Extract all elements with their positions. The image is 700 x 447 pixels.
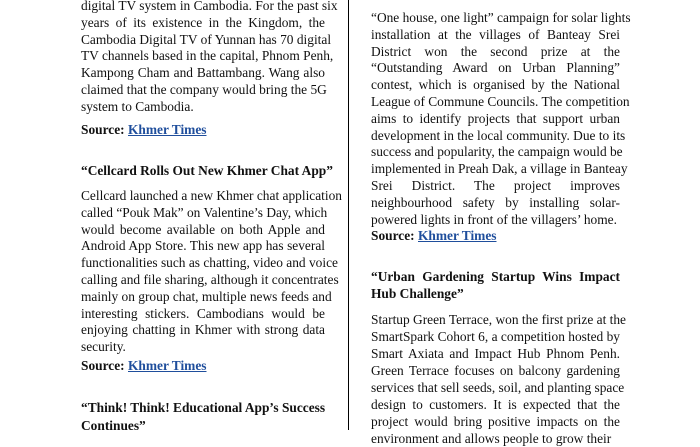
- article-2-headline: “Cellcard Rolls Out New Khmer Chat App”: [81, 163, 333, 178]
- body-line: success and popularity, the campaign would be: [371, 144, 623, 160]
- body-line: Srei District. The project improves: [371, 178, 620, 193]
- body-line: would become available on both Apple and: [81, 221, 325, 237]
- body-line: enjoying chatting in Khmer with strong data: [81, 322, 325, 338]
- body-line: project would bring positive impacts on the: [371, 414, 620, 429]
- source-khmer-times-3: [371, 227, 620, 244]
- body-line: contest, which is organised by the National: [371, 77, 620, 93]
- body-line: environment and allows people to grow their: [371, 431, 612, 446]
- body-line: neighbourhood safety by installing solar-: [371, 194, 620, 210]
- body-line: Cellcard launched a new Khmer chat application: [81, 188, 343, 203]
- source-link[interactable]: Khmer Times: [128, 122, 207, 137]
- headline-line: “Urban Gardening Startup Wins Impact: [371, 269, 620, 284]
- headline-line: “Think! Think! Educational App’s Success: [81, 400, 326, 415]
- headline-line: Continues”: [81, 418, 146, 433]
- body-line: powered lights in front of the villagers’ home.: [371, 211, 617, 227]
- body-line: development in the local community. Due to its: [371, 127, 626, 143]
- body-line: SmartSpark Cohort 6, a competition hosted by: [371, 329, 620, 344]
- body-line: functionalities such as chatting, video and voice: [81, 255, 338, 271]
- body-line: design to customers. It is expected that the: [371, 397, 620, 412]
- body-line: years of its existence in the Kingdom, the: [81, 14, 325, 30]
- column-divider: [348, 0, 349, 430]
- body-line: Android App Store. This new app has several: [81, 238, 325, 254]
- body-line: mainly on group chat, multiple news feeds and: [81, 288, 332, 304]
- source-label: Source:: [81, 358, 125, 373]
- body-line: digital TV system in Cambodia. For the past six: [81, 0, 338, 13]
- body-line: Startup Green Terrace, won the first prize at the: [371, 312, 626, 327]
- source-label: Source:: [371, 228, 415, 243]
- source-khmer-times-2: [81, 357, 325, 374]
- body-line: TV channels based in the capital, Phnom Penh,: [81, 48, 334, 64]
- body-line: League of Commune Councils. The competition: [371, 94, 630, 109]
- body-line: aims to identify projects that support urban: [371, 110, 620, 126]
- body-line: system to Cambodia.: [81, 98, 194, 114]
- body-line: claimed that the company would bring the 5G: [81, 82, 327, 97]
- source-label: Source:: [81, 122, 125, 137]
- body-line: “Outstanding Award on Urban Planning”: [371, 60, 620, 76]
- body-line: Green Terrace focuses on balcony gardening: [371, 363, 620, 378]
- body-line: Kampong Cham and Battambang. Wang also: [81, 65, 325, 81]
- body-line: Cambodia Digital TV of Yunnan has 70 digital: [81, 31, 332, 47]
- body-line: calling and file sharing, although it concentrates: [81, 272, 339, 287]
- body-line: implemented in Preah Dak, a village in Banteay: [371, 161, 628, 177]
- headline-line: Hub Challenge”: [371, 286, 464, 301]
- body-line: security.: [81, 339, 126, 355]
- body-line: services that sell seeds, soil, and planting space: [371, 380, 625, 395]
- source-link[interactable]: Khmer Times: [418, 228, 497, 243]
- body-line: “One house, one light” campaign for solar lights: [371, 10, 631, 25]
- source-link[interactable]: Khmer Times: [128, 358, 207, 373]
- body-line: District won the second prize at the: [371, 43, 620, 59]
- body-line: called “Pouk Mak” on Valentine’s Day, which: [81, 204, 328, 220]
- source-khmer-times-1: [81, 121, 325, 138]
- body-line: Smart Axiata and Impact Hub Phnom Penh.: [371, 346, 620, 361]
- body-line: interesting stickers. Cambodians would be: [81, 305, 325, 321]
- body-line: installation at the villages of Banteay Srei: [371, 26, 620, 42]
